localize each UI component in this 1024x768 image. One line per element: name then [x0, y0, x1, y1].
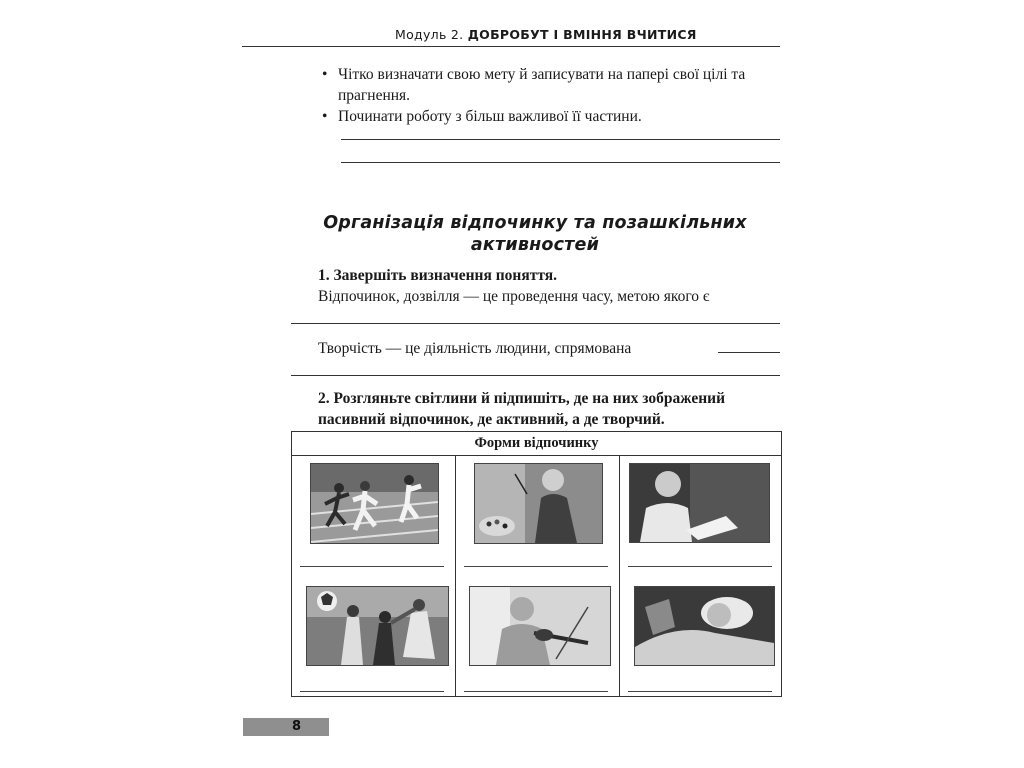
column-divider	[619, 456, 620, 697]
caption-line[interactable]	[464, 566, 608, 567]
caption-line[interactable]	[464, 691, 608, 692]
caption-line[interactable]	[300, 566, 444, 567]
sleeping-child-photo	[634, 586, 775, 666]
module-label: Модуль 2.	[395, 27, 464, 42]
section-title: Організація відпочинку та позашкільних активностей	[323, 213, 747, 255]
caption-line[interactable]	[300, 691, 444, 692]
reading-boy-photo	[629, 463, 770, 543]
definition-leisure: Відпочинок, дозвілля — це проведення часу, метою якого є	[318, 288, 710, 305]
bullet-item	[322, 64, 782, 106]
caption-line[interactable]	[628, 691, 772, 692]
task1-heading: 1. Завершіть визначення поняття.	[318, 267, 557, 284]
column-divider	[455, 456, 456, 697]
task2-heading: 2. Розгляньте світлини й підпишіть, де на них зображений пасивний відпочинок, де активний, а де творчий.	[318, 390, 725, 428]
bullet-dot-icon: •	[322, 108, 328, 125]
bullet-text: Чітко визначати свою мету й записувати на папері свої цілі та прагнення.	[338, 66, 746, 104]
answer-line[interactable]	[718, 352, 780, 353]
module-title: ДОБРОБУТ І ВМІННЯ ВЧИТИСЯ	[467, 27, 697, 42]
bullet-text: Починати роботу з більш важливої її частини.	[338, 108, 642, 125]
page-number: 8	[243, 718, 329, 736]
running-header	[395, 27, 715, 42]
answer-line[interactable]	[291, 375, 780, 376]
forms-of-rest-table	[291, 431, 782, 697]
running-athletes-photo	[310, 463, 439, 544]
caption-line[interactable]	[628, 566, 772, 567]
answer-line[interactable]	[341, 162, 780, 163]
football-kids-photo	[306, 586, 449, 666]
bullet-list	[322, 64, 782, 127]
bullet-dot-icon: •	[322, 66, 328, 83]
definition-creativity: Творчість — це діяльність людини, спрямована	[318, 340, 632, 357]
answer-line[interactable]	[341, 139, 780, 140]
header-rule	[242, 46, 780, 47]
bullet-item	[322, 106, 782, 127]
table-title: Форми відпочинку	[292, 432, 781, 456]
violin-player-photo	[469, 586, 611, 666]
painting-artist-photo	[474, 463, 603, 544]
answer-line[interactable]	[291, 323, 780, 324]
